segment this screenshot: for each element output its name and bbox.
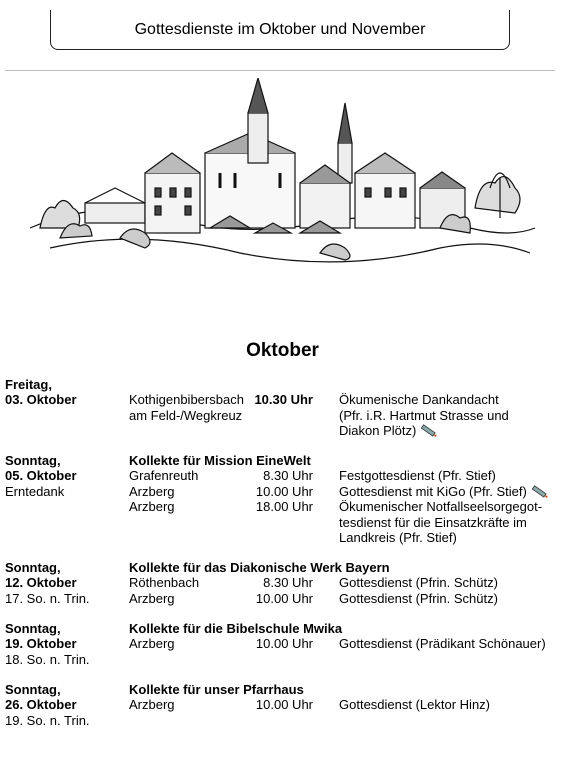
kollekte-label: Kollekte für Mission EineWelt bbox=[129, 453, 311, 468]
kollekte-label: Kollekte für die Bibelschule Mwika bbox=[129, 621, 343, 636]
event-day: Sonntag, bbox=[5, 682, 61, 697]
service-time: 18.00 Uhr bbox=[255, 499, 313, 515]
service-place: Arzberg bbox=[129, 636, 175, 652]
service-description: Ökumenischer Notfallseelsorgegot- bbox=[339, 499, 543, 515]
event-date: 03. Oktober bbox=[5, 392, 77, 408]
service-time: 10.00 Uhr bbox=[255, 483, 313, 499]
event-note: Erntedank bbox=[5, 483, 65, 499]
page-title: Gottesdienste im Oktober und November bbox=[50, 10, 510, 50]
service-place: Röthenbach bbox=[129, 575, 200, 591]
event-date: 26. Oktober bbox=[5, 697, 77, 713]
service-time: 10.30 Uhr bbox=[254, 392, 313, 408]
service-description: Gottesdienst (Prädikant Schönauer) bbox=[339, 636, 546, 652]
event-date: 05. Oktober bbox=[5, 468, 77, 484]
event-day: Sonntag, bbox=[5, 560, 61, 575]
service-place: Arzberg bbox=[129, 697, 175, 713]
town-sketch-illustration bbox=[20, 78, 545, 278]
service-place: Kothigenbibersbach bbox=[129, 392, 244, 408]
service-place: Arzberg bbox=[129, 590, 175, 606]
service-description: Gottesdienst (Pfrin. Schütz) bbox=[339, 575, 498, 591]
service-place: Arzberg bbox=[129, 499, 175, 515]
service-time: 8.30 Uhr bbox=[263, 468, 313, 484]
service-time: 10.00 Uhr bbox=[255, 590, 313, 606]
service-description: Gottesdienst (Pfrin. Schütz) bbox=[339, 590, 498, 606]
candle-icon bbox=[419, 424, 439, 438]
service-description: Ökumenische Dankandacht bbox=[339, 392, 499, 408]
service-description: Diakon Plötz) bbox=[339, 423, 417, 439]
divider bbox=[5, 70, 555, 71]
service-time: 10.00 Uhr bbox=[255, 697, 313, 713]
kollekte-label: Kollekte für unser Pfarrhaus bbox=[129, 682, 304, 697]
kollekte-label: Kollekte für das Diakonische Werk Bayern bbox=[129, 560, 390, 575]
service-description: Festgottesdienst (Pfr. Stief) bbox=[339, 468, 496, 484]
event-day: Sonntag, bbox=[5, 453, 61, 468]
event-note: 18. So. n. Trin. bbox=[5, 651, 90, 667]
service-description: Landkreis (Pfr. Stief) bbox=[339, 530, 457, 545]
service-place: Arzberg bbox=[129, 483, 175, 499]
event-note: 17. So. n. Trin. bbox=[5, 590, 90, 606]
service-description: Gottesdienst (Lektor Hinz) bbox=[339, 697, 491, 713]
event-note: 19. So. n. Trin. bbox=[5, 712, 90, 728]
service-description: (Pfr. i.R. Hartmut Strasse und bbox=[339, 407, 509, 423]
event-date: 19. Oktober bbox=[5, 636, 77, 652]
service-description: Gottesdienst mit KiGo (Pfr. Stief) bbox=[339, 483, 527, 499]
event-date: 12. Oktober bbox=[5, 575, 77, 591]
service-time: 8.30 Uhr bbox=[263, 575, 313, 591]
service-place: am Feld-/Wegkreuz bbox=[129, 407, 243, 423]
service-place: Grafenreuth bbox=[129, 468, 199, 484]
service-time: 10.00 Uhr bbox=[255, 636, 313, 652]
month-heading: Oktober bbox=[246, 340, 319, 361]
event-day: Freitag, bbox=[5, 377, 52, 392]
service-description: tesdienst für die Einsatzkräfte im bbox=[339, 514, 527, 530]
candle-icon bbox=[530, 485, 550, 499]
event-day: Sonntag, bbox=[5, 621, 61, 636]
